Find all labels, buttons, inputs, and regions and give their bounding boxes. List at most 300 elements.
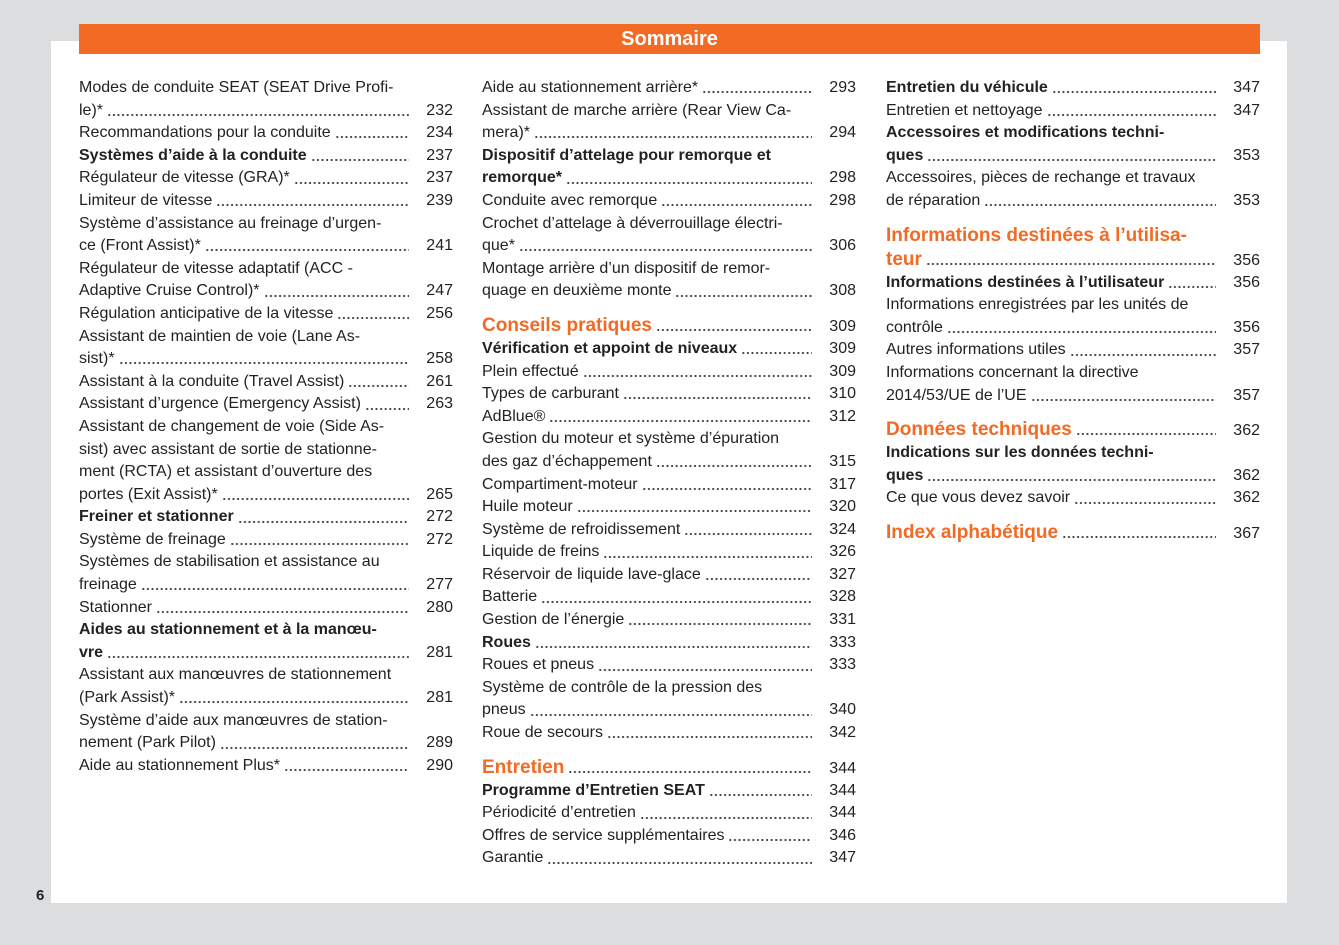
toc-entry-title: Roue de secours [482,724,603,742]
dot-leader [530,713,812,717]
toc-entry[interactable] [79,529,453,552]
toc-entry[interactable] [482,722,856,745]
toc-entry[interactable] [482,586,856,609]
toc-line [886,418,1260,442]
toc-line [482,564,856,587]
toc-page-number[interactable]: 280 [426,598,453,616]
toc-page-number[interactable]: 312 [829,407,856,425]
toc-line [79,145,453,168]
toc-entry[interactable] [79,551,453,596]
toc-entry-title: que* [482,237,515,255]
toc-page-number[interactable]: 298 [829,191,856,209]
dot-leader [141,587,409,591]
toc-line [886,100,1260,123]
toc-page-number[interactable]: 241 [426,237,453,255]
toc-entry[interactable] [482,190,856,213]
toc-page-number[interactable]: 281 [426,643,453,661]
dot-leader [294,181,409,185]
toc-line [886,521,1260,545]
toc-line [79,213,453,236]
toc-entry[interactable] [79,167,453,190]
toc-line [482,258,856,281]
toc-line [886,167,1260,190]
toc-line [482,541,856,564]
dot-leader [284,768,409,772]
toc-line [482,451,856,474]
toc-entry-title: Montage arrière d’un dispositif de remor- [482,259,771,277]
dot-leader [1168,285,1216,289]
toc-line [79,461,453,484]
toc-page-number[interactable]: 277 [426,576,453,594]
toc-entry-title: Périodicité d’entretien [482,804,636,822]
toc-page-number[interactable]: 293 [829,79,856,96]
dot-leader [119,361,409,365]
toc-line [482,825,856,848]
dot-leader [603,555,812,559]
toc-entry[interactable] [79,393,453,416]
toc-line [79,484,453,507]
toc-line [79,280,453,303]
toc-entry-title: quage en deuxième monte [482,282,672,300]
dot-leader [728,838,812,842]
dot-leader [623,396,812,400]
toc-entry-title: (Park Assist)* [79,689,176,707]
toc-entry[interactable] [886,339,1260,362]
dot-leader [1031,398,1216,402]
toc-page-number[interactable]: 272 [426,508,453,526]
toc-line [482,654,856,677]
toc-entry-title: Recommandations pour la conduite [79,124,331,142]
toc-entry[interactable] [886,272,1260,295]
toc-page-number[interactable]: 306 [829,237,856,255]
toc-entry[interactable] [482,632,856,655]
toc-entry-title: Garantie [482,849,544,867]
toc-entry[interactable] [886,77,1260,100]
toc-entry[interactable] [482,654,856,677]
toc-entry-title: Accessoires et modifications techni- [886,124,1165,142]
toc-entry-title: Aide au stationnement Plus* [79,756,281,774]
dot-leader [607,735,812,739]
toc-entry-title: Régulation anticipative de la vitesse [79,304,334,322]
toc-entry[interactable] [886,100,1260,123]
toc-entry[interactable] [482,677,856,722]
toc-line [79,100,453,123]
toc-page-number[interactable]: 272 [426,530,453,548]
toc-line [482,100,856,123]
toc-line [79,597,453,620]
toc-page-number[interactable]: 326 [829,543,856,561]
toc-entry[interactable] [482,847,856,870]
toc-page-number[interactable]: 232 [426,101,453,119]
toc-entry[interactable] [482,145,856,190]
toc-page-number[interactable]: 320 [829,498,856,516]
toc-page-number[interactable]: 356 [1233,251,1260,269]
dot-leader [661,203,812,207]
toc-entry[interactable] [482,564,856,587]
toc-entry[interactable] [886,362,1260,407]
toc-page-number[interactable]: 308 [829,282,856,300]
toc-page-number[interactable]: 362 [1233,466,1260,484]
toc-page-number[interactable]: 333 [829,633,856,651]
toc-section[interactable] [482,756,856,780]
toc-entry-title: Adaptive Cruise Control)* [79,282,260,300]
toc-line [886,145,1260,168]
toc-line [79,710,453,733]
page-title: Sommaire [79,24,1260,54]
toc-page-number[interactable]: 362 [1233,489,1260,507]
toc-page-number[interactable]: 265 [426,485,453,503]
toc-page-number[interactable]: 298 [829,169,856,187]
dot-leader [547,861,812,865]
toc-page-number[interactable]: 309 [829,339,856,357]
dot-leader [568,770,812,774]
toc-entry-title: Roues et pneus [482,656,595,674]
toc-entry-title: Aide au stationnement arrière* [482,79,699,96]
toc-entry-title: Informations destinées à l’utilisateur [886,273,1165,291]
toc-page-number[interactable]: 353 [1233,191,1260,209]
toc-entry-title: Ce que vous devez savoir [886,489,1071,507]
toc-page-number[interactable]: 317 [829,475,856,493]
toc-entry-title: Conseils pratiques [482,314,652,336]
toc-page-number[interactable]: 344 [829,759,856,777]
toc-entry[interactable] [482,406,856,429]
toc-line [79,439,453,462]
toc-entry[interactable] [886,442,1260,487]
dot-leader [205,248,409,252]
toc-entry-title: Aides au stationnement et à la manœu- [79,621,377,639]
toc-entry-title: Assistant de maintien de voie (Lane As- [79,327,361,345]
toc-line [886,465,1260,488]
toc-page-number[interactable]: 327 [829,565,856,583]
toc-entry-title: mera)* [482,124,531,142]
dot-leader [675,294,812,298]
toc-entry-title: Liquide de freins [482,543,600,561]
toc-line [482,474,856,497]
toc-line [886,190,1260,213]
toc-entry[interactable] [886,167,1260,212]
toc-page-number[interactable]: 237 [426,146,453,164]
toc-line [79,416,453,439]
toc-entry-title: Système d’aide aux manœuvres de station- [79,711,388,729]
toc-page-number[interactable]: 342 [829,724,856,742]
toc-entry-title: le)* [79,101,104,119]
toc-page-number[interactable]: 315 [829,452,856,470]
toc-section[interactable] [886,521,1260,545]
toc-entry-title: sist)* [79,350,115,368]
toc-entry-title: Compartiment-moteur [482,475,638,493]
toc-page-number[interactable]: 239 [426,191,453,209]
dot-leader [927,478,1216,482]
toc-entry[interactable] [79,190,453,213]
toc-entry[interactable] [79,122,453,145]
dot-leader [656,328,812,332]
toc-entry[interactable] [482,77,856,100]
toc-page-number[interactable]: 234 [426,124,453,142]
toc-entry[interactable] [79,755,453,778]
toc-entry-title: contrôle [886,318,943,336]
toc-page-number[interactable]: 256 [426,304,453,322]
toc-entry[interactable] [482,609,856,632]
toc-page-number[interactable]: 310 [829,385,856,403]
toc-entry-title: Systèmes de stabilisation et assistance au [79,553,380,571]
dot-leader [519,248,812,252]
toc-line [79,303,453,326]
toc-page-number[interactable]: 344 [829,804,856,822]
toc-section[interactable] [482,314,856,338]
toc-page-number[interactable]: 309 [829,317,856,335]
toc-line [886,317,1260,340]
toc-entry[interactable] [482,383,856,406]
toc-page-number[interactable]: 347 [829,849,856,867]
toc-entry-title: Réservoir de liquide lave-glace [482,565,701,583]
toc-line [79,732,453,755]
toc-line [482,77,856,100]
toc-entry-title: Assistant à la conduite (Travel Assist) [79,372,345,390]
dot-leader [947,330,1216,334]
toc-line [482,122,856,145]
toc-entry[interactable] [79,303,453,326]
page-number: 6 [36,887,45,904]
dot-leader [656,464,812,468]
dot-leader [566,181,812,185]
dot-leader [984,203,1216,207]
toc-entry-title: ques [886,466,924,484]
toc-entry-title: Conduite avec remorque [482,191,658,209]
toc-line [482,190,856,213]
toc-entry[interactable] [482,338,856,361]
toc-page-number[interactable]: 356 [1233,318,1260,336]
dot-leader [709,793,812,797]
dot-leader [927,158,1216,162]
toc-entry-title: Crochet d’attelage à déverrouillage électri- [482,214,783,232]
toc-entry[interactable] [79,77,453,122]
toc-entry-title: Système d’assistance au freinage d’urgen- [79,214,382,232]
toc-entry-title: teur [886,248,922,270]
toc-line [482,780,856,803]
toc-line [482,383,856,406]
toc-line [886,487,1260,510]
toc-entry[interactable] [79,371,453,394]
toc-entry-title: pneus [482,701,526,719]
toc-entry[interactable] [79,145,453,168]
toc-line [79,642,453,665]
toc-entry-title: Système de refroidissement [482,520,681,538]
toc-line [482,496,856,519]
toc-page-number[interactable]: 333 [829,656,856,674]
toc-entry-title: Entretien du véhicule [886,79,1048,96]
toc-line [482,699,856,722]
dot-leader [337,316,409,320]
toc-line [79,167,453,190]
dot-leader [702,90,812,94]
toc-page-number[interactable]: 347 [1233,101,1260,119]
toc-line [79,755,453,778]
dot-leader [1076,432,1216,436]
toc-page-number[interactable]: 367 [1233,524,1260,542]
toc-entry[interactable] [79,664,453,709]
toc-entry[interactable] [79,258,453,303]
toc-entry[interactable] [482,519,856,542]
toc-entry[interactable] [482,802,856,825]
toc-entry-title: Régulateur de vitesse (GRA)* [79,169,290,187]
toc-line [482,586,856,609]
toc-entry-title: 2014/53/UE de l’UE [886,386,1027,404]
toc-page-number[interactable]: 357 [1233,341,1260,359]
toc-section[interactable] [886,418,1260,442]
toc-page-number[interactable]: 324 [829,520,856,538]
toc-page-number[interactable]: 344 [829,781,856,799]
toc-entry[interactable] [79,619,453,664]
toc-entry-title: ce (Front Assist)* [79,237,201,255]
toc-entry-title: Accessoires, pièces de rechange et travaux [886,169,1196,187]
toc-entry[interactable] [79,326,453,371]
toc-entry[interactable] [482,780,856,803]
toc-entry-title: de réparation [886,191,981,209]
dot-leader [222,497,409,501]
toc-entry-title: freinage [79,576,137,594]
toc-line [886,385,1260,408]
toc-line [79,348,453,371]
toc-line [79,506,453,529]
toc-entry-title: Huile moteur [482,498,573,516]
toc-entry-title: Stationner [79,598,152,616]
dot-leader [534,135,812,139]
dot-leader [220,746,409,750]
dot-leader [541,600,812,604]
toc-entry[interactable] [482,825,856,848]
dot-leader [1047,113,1216,117]
toc-entry-title: Données techniques [886,419,1072,441]
toc-entry-title: Entretien [482,756,565,778]
toc-entry-title: Informations concernant la directive [886,363,1139,381]
toc-entry-title: nement (Park Pilot) [79,734,216,752]
toc-entry-title: Plein effectué [482,362,579,380]
toc-line [79,190,453,213]
toc-entry-title: remorque* [482,169,563,187]
toc-line [482,722,856,745]
toc-page-number[interactable]: 346 [829,826,856,844]
toc-page-number[interactable]: 263 [426,395,453,413]
toc-entry[interactable] [79,597,453,620]
dot-leader [335,135,409,139]
toc-entry-title: portes (Exit Assist)* [79,485,218,503]
dot-leader [311,158,409,162]
toc-column-2 [482,77,856,870]
toc-page-number[interactable]: 362 [1233,422,1260,440]
dot-leader [1052,90,1216,94]
toc-entry[interactable] [482,541,856,564]
toc-line [482,802,856,825]
toc-line [79,664,453,687]
dot-leader [179,700,409,704]
toc-line [482,756,856,780]
toc-entry[interactable] [482,100,856,145]
toc-entry[interactable] [482,428,856,473]
toc-entry[interactable] [886,487,1260,510]
toc-page-number[interactable]: 357 [1233,386,1260,404]
toc-line [79,551,453,574]
dot-leader [156,610,409,614]
toc-page-number[interactable]: 347 [1233,79,1260,96]
toc-entry-title: Systèmes d’aide à la conduite [79,146,307,164]
dot-leader [684,532,812,536]
toc-entry-title: Indications sur les données techni- [886,444,1154,462]
toc-entry-title: Gestion du moteur et système d’épuration [482,430,780,448]
toc-page-number[interactable]: 353 [1233,146,1260,164]
toc-page-number[interactable]: 309 [829,362,856,380]
toc-line [79,77,453,100]
toc-page-number[interactable]: 294 [829,124,856,142]
toc-line [482,406,856,429]
toc-entry-title: Système de contrôle de la pression des [482,678,763,696]
toc-line [482,519,856,542]
toc-entry-title: AdBlue® [482,407,546,425]
toc-column-1 [79,77,453,777]
dot-leader [741,351,812,355]
toc-entry-title: Dispositif d’attelage pour remorque et [482,146,771,164]
toc-page-number[interactable]: 261 [426,372,453,390]
toc-entry[interactable] [482,496,856,519]
toc-line [79,619,453,642]
toc-line [482,632,856,655]
dot-leader [628,622,812,626]
toc-line [886,272,1260,295]
toc-line [482,847,856,870]
toc-page-number[interactable]: 258 [426,350,453,368]
toc-line [482,428,856,451]
dot-leader [535,645,812,649]
toc-section[interactable] [886,224,1260,272]
toc-entry-title: Index alphabétique [886,521,1059,543]
toc-entry[interactable] [79,506,453,529]
toc-page-number[interactable]: 247 [426,282,453,300]
toc-entry[interactable] [886,294,1260,339]
toc-entry[interactable] [79,416,453,506]
toc-line [79,326,453,349]
dot-leader [238,520,409,524]
dot-leader [583,374,812,378]
toc-line [79,258,453,281]
toc-page-number[interactable]: 237 [426,169,453,187]
toc-entry[interactable] [79,213,453,258]
toc-entry[interactable] [482,258,856,303]
toc-line [79,574,453,597]
toc-entry-title: Offres de service supplémentaires [482,826,725,844]
toc-line [482,213,856,236]
toc-page-number[interactable]: 281 [426,689,453,707]
dot-leader [1070,353,1216,357]
dot-leader [549,419,812,423]
toc-page-number[interactable]: 331 [829,611,856,629]
toc-entry-title: Assistant aux manœuvres de stationnement [79,666,392,684]
toc-entry-title: Roues [482,633,531,651]
toc-line [482,235,856,258]
toc-line [79,371,453,394]
toc-entry[interactable] [482,361,856,384]
toc-page-number[interactable]: 289 [426,734,453,752]
toc-page-number[interactable]: 356 [1233,273,1260,291]
toc-page-number[interactable]: 328 [829,588,856,606]
toc-line [482,338,856,361]
toc-entry[interactable] [482,213,856,258]
dot-leader [365,407,409,411]
toc-page-number[interactable]: 340 [829,701,856,719]
toc-entry[interactable] [482,474,856,497]
toc-entry-title: des gaz d’échappement [482,452,652,470]
toc-entry[interactable] [79,710,453,755]
toc-page-number[interactable]: 290 [426,756,453,774]
toc-entry[interactable] [886,122,1260,167]
